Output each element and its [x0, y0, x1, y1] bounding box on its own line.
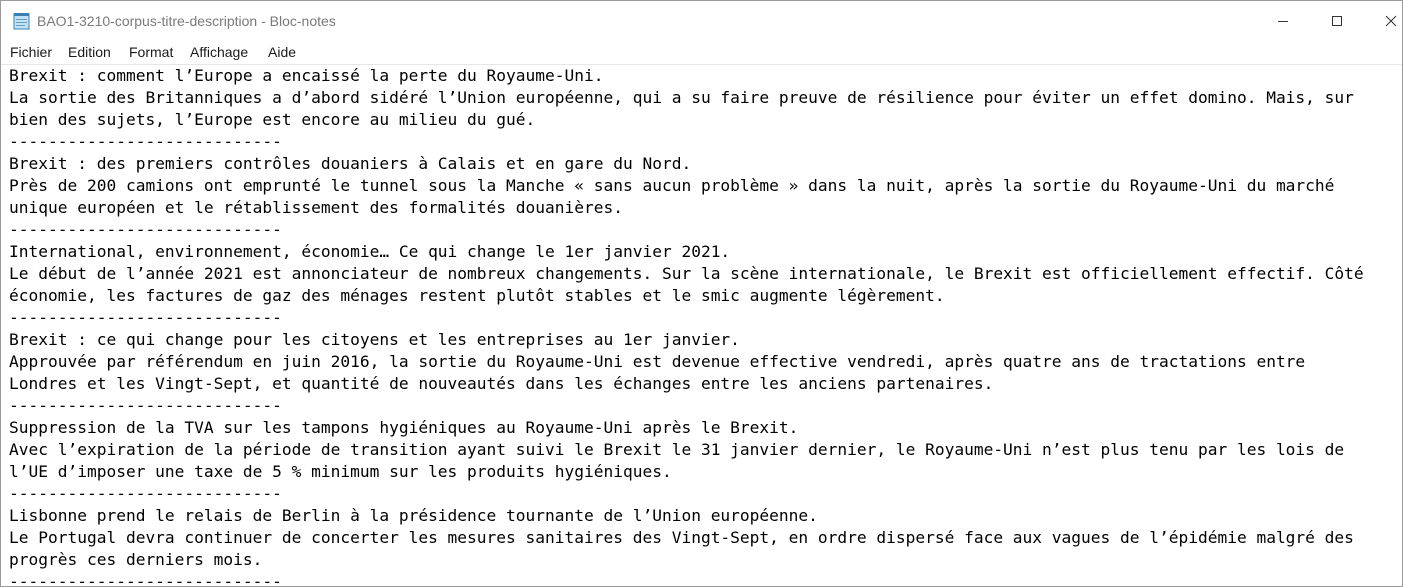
menu-help[interactable]: Aide: [268, 44, 297, 60]
text-line: Approuvée par référendum en juin 2016, la sortie du Royaume-Uni est devenue effective vendredi, après quatre ans de tractations entre: [9, 352, 1306, 371]
text-line: Avec l’expiration de la période de transition ayant suivi le Brexit le 31 janvier dernier, le Royaume-Uni n’est plus tenu par les lois de: [9, 440, 1345, 459]
menu-file[interactable]: Fichier: [10, 44, 53, 60]
separator-line: ----------------------------: [9, 308, 282, 327]
minimize-button[interactable]: [1260, 1, 1306, 41]
text-line: unique européen et le rétablissement des formalités douanières.: [9, 198, 623, 217]
text-line: Brexit : comment l’Europe a encaissé la perte du Royaume-Uni.: [9, 66, 604, 85]
maximize-button[interactable]: [1314, 1, 1360, 41]
menu-format[interactable]: Format: [129, 44, 174, 60]
separator-line: ----------------------------: [9, 484, 282, 503]
separator-line: ----------------------------: [9, 132, 282, 151]
separator-line: ----------------------------: [9, 220, 282, 239]
close-icon: [1385, 15, 1397, 27]
text-editor[interactable]: [1, 64, 1402, 587]
maximize-icon: [1331, 15, 1343, 27]
text-line: Brexit : des premiers contrôles douaniers à Calais et en gare du Nord.: [9, 154, 692, 173]
text-line: Lisbonne prend le relais de Berlin à la présidence tournante de l’Union européenne.: [9, 506, 818, 525]
close-button[interactable]: [1368, 1, 1403, 41]
text-line: Près de 200 camions ont emprunté le tunnel sous la Manche « sans aucun problème » dans la nuit, après la sortie du Royaume-Uni du marché: [9, 176, 1335, 195]
text-line: Le début de l’année 2021 est annonciateur de nombreux changements. Sur la scène internationale, le Brexit est officiellement effectif. Côté: [9, 264, 1364, 283]
text-line: International, environnement, économie… Ce qui change le 1er janvier 2021.: [9, 242, 731, 261]
window-title: BAO1-3210-corpus-titre-description - Bloc-notes: [37, 13, 336, 29]
menu-view[interactable]: Affichage: [190, 44, 249, 60]
text-line: Le Portugal devra continuer de concerter les mesures sanitaires des Vingt-Sept, en ordre dispersé face aux vagues de l’épidémie malgré des: [9, 528, 1354, 547]
separator-line: ----------------------------: [9, 396, 282, 415]
separator-line: ----------------------------: [9, 572, 282, 587]
text-line: Londres et les Vingt-Sept, et quantité de nouveautés dans les échanges entre les anciens partenaires.: [9, 374, 994, 393]
text-line: La sortie des Britanniques a d’abord sidéré l’Union européenne, qui a su faire preuve de résilience pour éviter un effet domino. Mais, sur: [9, 88, 1354, 107]
text-line: économie, les factures de gaz des ménages restent plutôt stables et le smic augmente légèrement.: [9, 286, 945, 305]
menu-edit[interactable]: Edition: [68, 44, 111, 60]
text-line: l’UE d’imposer une taxe de 5 % minimum sur les produits hygiéniques.: [9, 462, 672, 481]
notepad-icon: [13, 12, 30, 30]
title-bar[interactable]: [1, 1, 1402, 41]
text-line: Brexit : ce qui change pour les citoyens et les entreprises au 1er janvier.: [9, 330, 740, 349]
menu-bar: [1, 41, 1402, 64]
text-line: Suppression de la TVA sur les tampons hygiéniques au Royaume-Uni après le Brexit.: [9, 418, 799, 437]
text-line: bien des sujets, l’Europe est encore au milieu du gué.: [9, 110, 536, 129]
text-line: progrès ces derniers mois.: [9, 550, 263, 569]
minimize-icon: [1277, 15, 1289, 27]
